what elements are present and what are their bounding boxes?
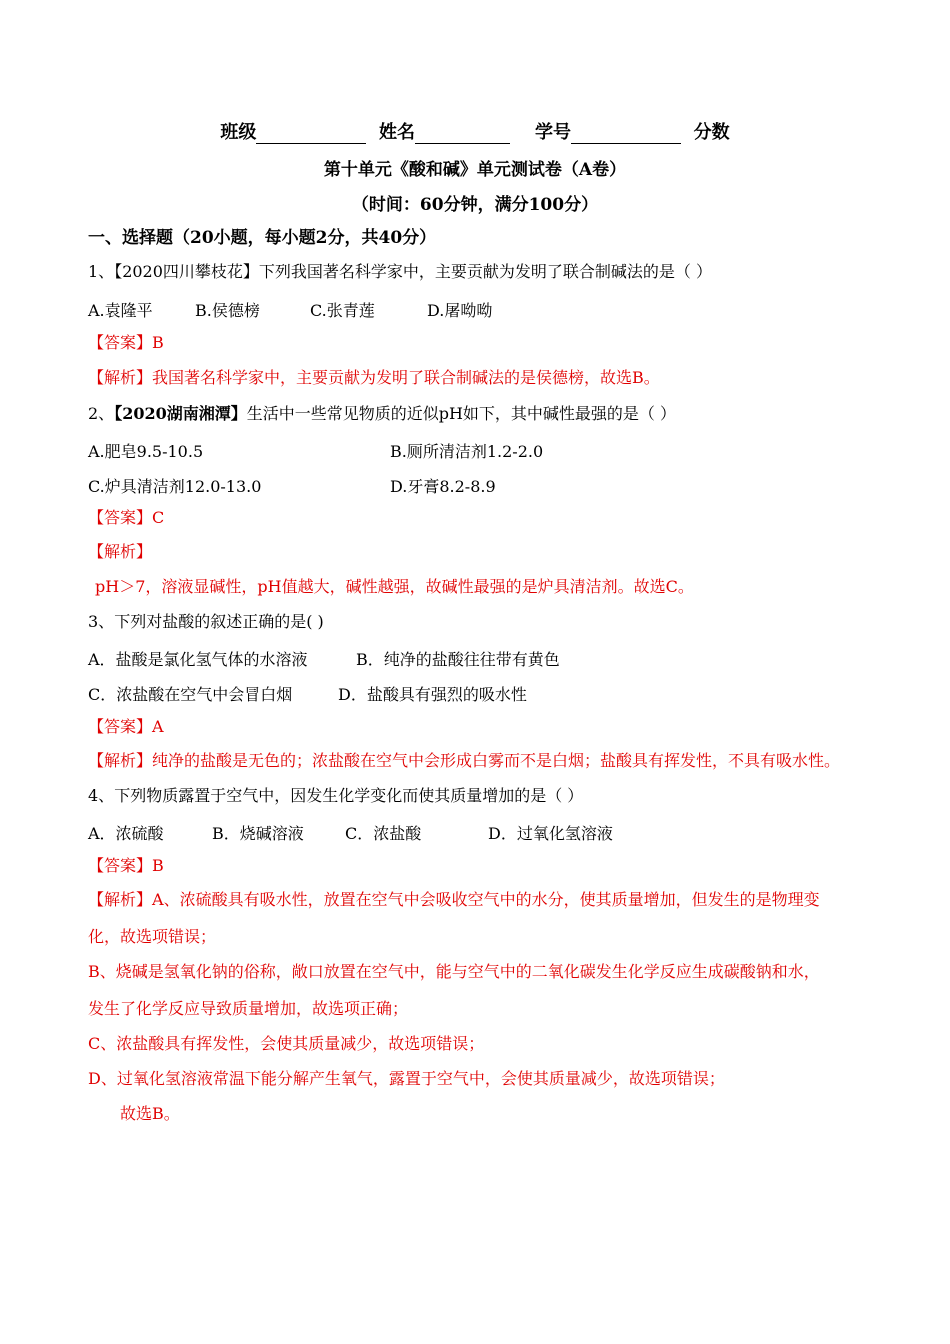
q4-answer — [88, 856, 164, 876]
q2-option-b: B.厕所清洁剂1.2-2.0 — [390, 442, 544, 461]
q4-option-c: C．浓盐酸 — [345, 824, 422, 843]
q2-analysis-tag: 【解析】 — [88, 542, 153, 561]
q3-answer — [88, 717, 164, 737]
exam-title: 第十单元《酸和碱》单元测试卷（A卷） — [323, 160, 627, 180]
exam-subtitle: （时间：60分钟，满分100分） — [351, 195, 599, 215]
analysis-text: A、浓硫酸具有吸水性，放置在空气中会吸收空气中的水分，使其质量增加，但发生的是物理变 — [152, 890, 820, 909]
q2-answer — [88, 508, 164, 528]
q1-option-b: B.侯德榜 — [195, 301, 260, 320]
name-blank — [415, 125, 510, 144]
answer-tag: 【答案】 — [88, 717, 153, 736]
question-2-stem — [88, 404, 676, 424]
analysis-text: 我国著名科学家中，主要贡献为发明了联合制碱法的是侯德榜，故选B。 — [152, 368, 660, 387]
student-id-label: 学号 — [535, 122, 572, 143]
analysis-tag: 【解析】 — [88, 751, 153, 770]
q1-analysis — [88, 368, 660, 388]
score-label: 分数 — [693, 122, 730, 143]
question-1-stem — [88, 262, 712, 282]
q4-option-b: B．烧碱溶液 — [212, 824, 304, 843]
analysis-text: 纯净的盐酸是无色的；浓盐酸在空气中会形成白雾而不是白烟；盐酸具有挥发性，不具有吸水性。 — [152, 751, 841, 770]
q3-analysis — [88, 751, 840, 771]
answer-tag: 【答案】 — [88, 856, 153, 875]
answer-tag: 【答案】 — [88, 508, 153, 527]
q1-option-c: C.张青莲 — [310, 301, 375, 320]
answer-value: A — [152, 717, 164, 736]
q2-analysis: pH＞7，溶液显碱性，pH值越大，碱性越强，故碱性最强的是炉具清洁剂。故选C。 — [95, 577, 694, 596]
q4-analysis-line-4: 发生了化学反应导致质量增加，故选项正确； — [88, 999, 409, 1018]
q4-analysis-line-6: D、过氧化氢溶液常温下能分解产生氧气，露置于空气中，会使其质量减少，故选项错误； — [88, 1069, 725, 1088]
q4-analysis-line-2: 化，故选项错误； — [88, 927, 217, 946]
q2-option-a: A.肥皂9.5-10.5 — [88, 442, 204, 461]
question-text: 下列对盐酸的叙述正确的是( ) — [114, 612, 324, 631]
student-id-blank — [571, 125, 681, 144]
q4-analysis-line-5: C、浓盐酸具有挥发性，会使其质量减少，故选项错误； — [88, 1034, 485, 1053]
question-3-stem — [88, 612, 324, 632]
question-source: 【2020四川攀枝花】 — [114, 262, 259, 281]
question-number: 1、 — [88, 262, 115, 281]
question-text: 生活中一些常见物质的近似pH如下，其中碱性最强的是（ ） — [246, 404, 677, 423]
q1-option-a: A.袁隆平 — [88, 301, 153, 320]
student-info-header — [0, 118, 950, 144]
answer-value: B — [152, 856, 164, 875]
q4-analysis-line-7: 故选B。 — [120, 1104, 180, 1123]
section-heading: 一、选择题（20小题，每小题2分，共40分） — [88, 228, 437, 248]
question-text: 下列物质露置于空气中，因发生化学变化而使其质量增加的是（ ） — [114, 786, 584, 805]
q3-option-d: D．盐酸具有强烈的吸水性 — [338, 685, 527, 704]
answer-value: B — [152, 333, 164, 352]
question-4-stem — [88, 786, 583, 806]
q3-option-b: B．纯净的盐酸往往带有黄色 — [356, 650, 560, 669]
q2-option-c: C.炉具清洁剂12.0-13.0 — [88, 477, 262, 496]
question-source: 【2020湖南湘潭】 — [114, 404, 247, 423]
q4-analysis-line-3: B、烧碱是氢氧化钠的俗称，敞口放置在空气中，能与空气中的二氧化碳发生化学反应生成碳酸钠和水， — [88, 962, 820, 981]
q3-option-a: A．盐酸是氯化氢气体的水溶液 — [88, 650, 308, 669]
analysis-tag: 【解析】 — [88, 368, 153, 387]
q4-option-d: D．过氧化氢溶液 — [488, 824, 613, 843]
question-number: 3、 — [88, 612, 115, 631]
question-number: 2、 — [88, 404, 115, 423]
q2-option-d: D.牙膏8.2-8.9 — [390, 477, 496, 496]
question-number: 4、 — [88, 786, 115, 805]
answer-value: C — [152, 508, 165, 527]
question-text: 下列我国著名科学家中，主要贡献为发明了联合制碱法的是（ ） — [258, 262, 713, 281]
q1-option-d: D.屠呦呦 — [427, 301, 493, 320]
class-blank — [256, 125, 366, 144]
q3-option-c: C．浓盐酸在空气中会冒白烟 — [88, 685, 293, 704]
answer-tag: 【答案】 — [88, 333, 153, 352]
q1-answer — [88, 333, 164, 353]
class-label: 班级 — [220, 122, 257, 143]
analysis-tag: 【解析】 — [88, 890, 153, 909]
name-label: 姓名 — [378, 122, 415, 143]
q4-analysis-line-1 — [88, 890, 820, 910]
q4-option-a: A．浓硫酸 — [88, 824, 164, 843]
